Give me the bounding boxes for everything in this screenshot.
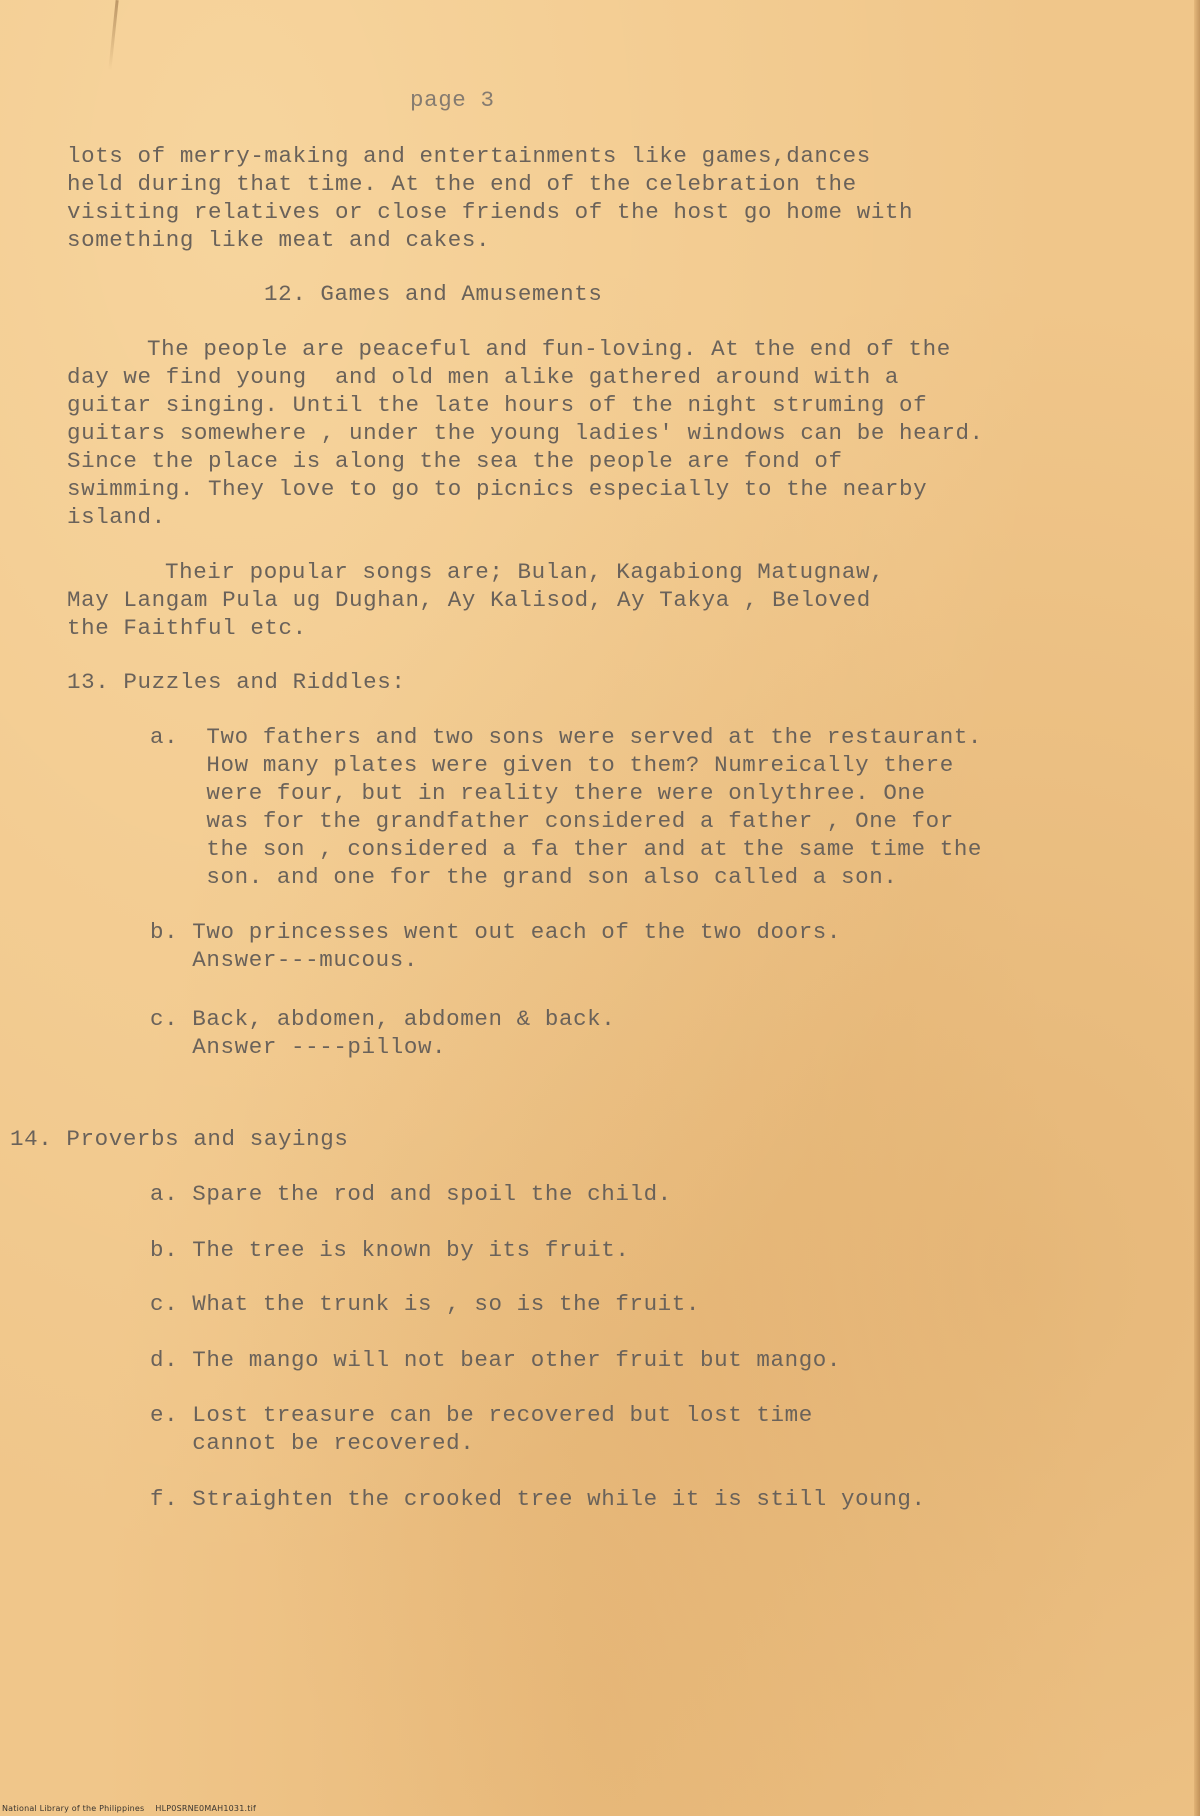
paper-crease (108, 0, 118, 70)
page-edge-shadow (1194, 0, 1200, 1816)
riddle-a-line: was for the grandfather considered a father , One for (150, 808, 954, 834)
riddle-b-line: b. Two princesses went out each of the two doors. (150, 919, 842, 945)
proverb-item: b. The tree is known by its fruit. (150, 1237, 630, 1263)
songs-paragraph-line: the Faithful etc. (67, 615, 307, 641)
proverb-item: cannot be recovered. (150, 1430, 475, 1456)
section-13-heading: 13. Puzzles and Riddles: (67, 669, 406, 695)
intro-line: something like meat and cakes. (67, 227, 491, 253)
proverb-item: f. Straighten the crooked tree while it is still young. (150, 1486, 926, 1512)
intro-line: visiting relatives or close friends of the host go home with (67, 199, 914, 225)
section-12-paragraph-line: Since the place is along the sea the people are fond of (67, 448, 843, 474)
riddle-a-line: the son , considered a fa ther and at the same time the (150, 836, 983, 862)
proverb-item: c. What the trunk is , so is the fruit. (150, 1291, 700, 1317)
section-12-paragraph-line: day we find young and old men alike gathered around with a (67, 364, 900, 390)
riddle-b-line: Answer---mucous. (150, 947, 418, 973)
proverb-item: d. The mango will not bear other fruit but mango. (150, 1347, 842, 1373)
songs-paragraph-line: May Langam Pula ug Dughan, Ay Kalisod, Ay Takya , Beloved (67, 587, 871, 613)
archive-footer: National Library of the Philippines HLP0SRNE0MAH1031.tif (2, 1804, 257, 1813)
intro-line: held during that time. At the end of the celebration the (67, 171, 857, 197)
riddle-c-line: Answer ----pillow. (150, 1034, 447, 1060)
riddle-a-line: son. and one for the grand son also called a son. (150, 864, 898, 890)
section-12-paragraph-line: guitars somewhere , under the young ladies' windows can be heard. (67, 420, 984, 446)
intro-line: lots of merry-making and entertainments like games,dances (67, 143, 871, 169)
riddle-c-line: c. Back, abdomen, abdomen & back. (150, 1006, 616, 1032)
songs-paragraph-line: Their popular songs are; Bulan, Kagabiong Matugnaw, (165, 559, 885, 585)
section-14-heading: 14. Proverbs and sayings (10, 1126, 349, 1152)
section-12-paragraph-line: swimming. They love to go to picnics especially to the nearby (67, 476, 928, 502)
page-number: page 3 (410, 87, 495, 113)
riddle-a-line: were four, but in reality there were onlythree. One (150, 780, 926, 806)
section-12-paragraph-line: The people are peaceful and fun-loving. At the end of the (147, 336, 951, 362)
section-12-paragraph-line: island. (67, 504, 166, 530)
riddle-a-line: a. Two fathers and two sons were served at the restaurant. (150, 724, 983, 750)
proverb-item: a. Spare the rod and spoil the child. (150, 1181, 672, 1207)
riddle-a-line: How many plates were given to them? Numreically there (150, 752, 954, 778)
section-12-paragraph-line: guitar singing. Until the late hours of the night struming of (67, 392, 928, 418)
section-12-heading: 12. Games and Amusements (264, 281, 603, 307)
proverb-item: e. Lost treasure can be recovered but lost time (150, 1402, 813, 1428)
